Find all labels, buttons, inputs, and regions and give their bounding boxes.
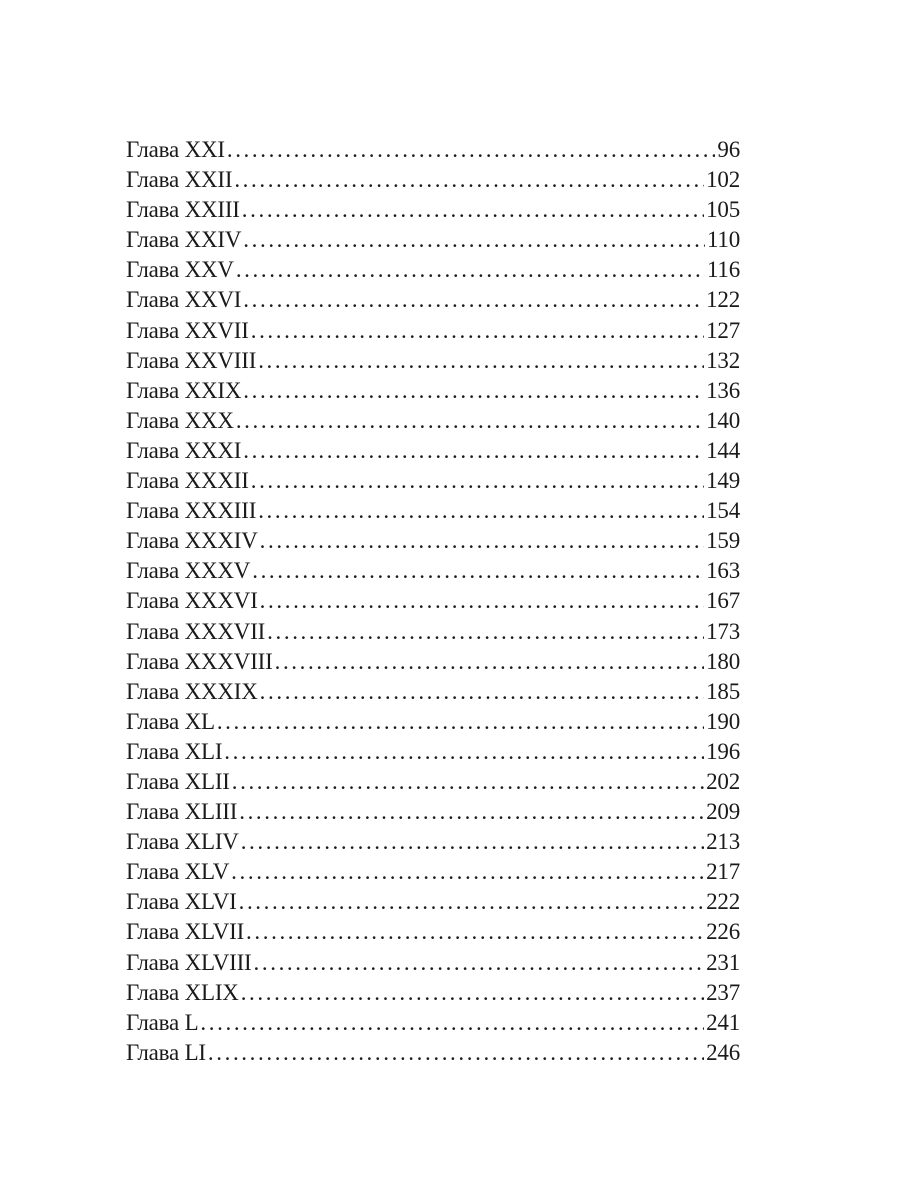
page-number: 180 <box>706 648 740 674</box>
page-number: 190 <box>706 708 740 734</box>
toc-entry <box>126 677 740 707</box>
toc-entry <box>126 526 740 556</box>
chapter-title: Глава XLIX <box>126 979 239 1005</box>
chapter-title: Глава XXX <box>126 407 234 433</box>
dot-leader <box>241 827 704 857</box>
toc-entry <box>126 948 740 978</box>
chapter-title: Глава XXXV <box>126 558 251 584</box>
dot-leader <box>232 767 704 797</box>
toc-entry <box>126 707 740 737</box>
toc-entry <box>126 827 740 857</box>
toc-entry <box>126 556 740 586</box>
page-number: 140 <box>706 407 740 433</box>
dot-leader <box>243 436 704 466</box>
dot-leader <box>208 1038 704 1068</box>
toc-entry <box>126 767 740 797</box>
page-number: 102 <box>706 167 740 193</box>
toc-entry <box>126 376 740 406</box>
chapter-title: Глава XLVI <box>126 889 237 915</box>
dot-leader <box>267 617 704 647</box>
chapter-title: Глава XXXI <box>126 437 242 463</box>
dot-leader <box>227 135 716 165</box>
page-number: 196 <box>706 738 740 764</box>
toc-entry <box>126 135 740 165</box>
toc-entry <box>126 647 740 677</box>
dot-leader <box>243 225 705 255</box>
dot-leader <box>258 496 704 526</box>
chapter-title: Глава XXV <box>126 257 234 283</box>
chapter-title: Глава XXVII <box>126 317 249 343</box>
page-number: 136 <box>706 377 740 403</box>
toc-entry <box>126 737 740 767</box>
page-number: 246 <box>706 1039 740 1065</box>
dot-leader <box>254 948 705 978</box>
dot-leader <box>243 376 704 406</box>
page-number: 154 <box>706 498 740 524</box>
toc-entry <box>126 436 740 466</box>
toc-entry <box>126 225 740 255</box>
toc-entry <box>126 406 740 436</box>
toc-entry <box>126 617 740 647</box>
dot-leader <box>258 346 704 376</box>
dot-leader <box>260 526 704 556</box>
toc-entry <box>126 1038 740 1068</box>
dot-leader <box>234 165 704 195</box>
chapter-title: Глава XLII <box>126 768 230 794</box>
chapter-title: Глава XLIV <box>126 829 239 855</box>
toc-entry <box>126 285 740 315</box>
chapter-title: Глава LI <box>126 1039 206 1065</box>
toc-entry <box>126 346 740 376</box>
dot-leader <box>224 737 704 767</box>
dot-leader <box>236 255 705 285</box>
page-number: 217 <box>706 859 740 885</box>
dot-leader <box>239 887 705 917</box>
dot-leader <box>260 677 704 707</box>
chapter-title: Глава XXXVI <box>126 588 258 614</box>
page-number: 231 <box>706 949 740 975</box>
page-number: 167 <box>706 588 740 614</box>
toc-entry <box>126 255 740 285</box>
page-number: 149 <box>706 468 740 494</box>
toc-entry <box>126 165 740 195</box>
chapter-title: Глава XLVII <box>126 919 245 945</box>
dot-leader <box>251 466 704 496</box>
chapter-title: Глава XLV <box>126 859 230 885</box>
dot-leader <box>241 978 704 1008</box>
chapter-title: Глава XLIII <box>126 799 238 825</box>
dot-leader <box>236 406 704 436</box>
chapter-title: Глава XXII <box>126 167 233 193</box>
toc-entry <box>126 917 740 947</box>
page-number: 185 <box>706 678 740 704</box>
dot-leader <box>243 285 704 315</box>
dot-leader <box>242 195 704 225</box>
chapter-title: Глава XXXVII <box>126 618 266 644</box>
dot-leader <box>231 857 704 887</box>
dot-leader <box>251 316 704 346</box>
chapter-title: Глава XXXIX <box>126 678 258 704</box>
page-number: 222 <box>706 889 740 915</box>
toc-entry <box>126 316 740 346</box>
toc-entry <box>126 978 740 1008</box>
page-number: 127 <box>706 317 740 343</box>
toc-entry <box>126 797 740 827</box>
dot-leader <box>239 797 704 827</box>
page-number: 110 <box>706 227 740 253</box>
page-number: 241 <box>706 1009 740 1035</box>
toc-entry <box>126 496 740 526</box>
page-number: 144 <box>706 437 740 463</box>
dot-leader <box>260 586 704 616</box>
page-number: 202 <box>706 768 740 794</box>
dot-leader <box>200 1008 704 1038</box>
toc-entry <box>126 1008 740 1038</box>
dot-leader <box>217 707 704 737</box>
chapter-title: Глава XXXII <box>126 468 249 494</box>
toc-entry <box>126 857 740 887</box>
page-number: 105 <box>706 197 740 223</box>
chapter-title: Глава XXIX <box>126 377 242 403</box>
chapter-title: Глава XLI <box>126 738 223 764</box>
dot-leader <box>246 917 704 947</box>
page-number: 159 <box>706 528 740 554</box>
chapter-title: Глава XXI <box>126 137 225 162</box>
page-number: 163 <box>706 558 740 584</box>
table-of-contents <box>126 135 740 1068</box>
chapter-title: Глава XL <box>126 708 215 734</box>
page-number: 213 <box>706 829 740 855</box>
toc-entry <box>126 195 740 225</box>
page-number: 237 <box>706 979 740 1005</box>
page-number: 132 <box>706 347 740 373</box>
page-number: 116 <box>706 257 740 283</box>
toc-entry <box>126 466 740 496</box>
chapter-title: Глава XXVIII <box>126 347 257 373</box>
page-number: 173 <box>706 618 740 644</box>
toc-entry <box>126 887 740 917</box>
dot-leader <box>275 647 705 677</box>
chapter-title: Глава XXXIV <box>126 528 258 554</box>
page-number: 226 <box>706 919 740 945</box>
page-number: 209 <box>706 799 740 825</box>
chapter-title: Глава XXXIII <box>126 498 257 524</box>
dot-leader <box>252 556 704 586</box>
page-number: 122 <box>706 287 740 313</box>
toc-entry <box>126 586 740 616</box>
chapter-title: Глава XXIV <box>126 227 242 253</box>
page-number: 96 <box>717 137 740 162</box>
chapter-title: Глава XXIII <box>126 197 240 223</box>
chapter-title: Глава XXXVIII <box>126 648 273 674</box>
chapter-title: Глава XLVIII <box>126 949 252 975</box>
chapter-title: Глава L <box>126 1009 199 1035</box>
chapter-title: Глава XXVI <box>126 287 242 313</box>
